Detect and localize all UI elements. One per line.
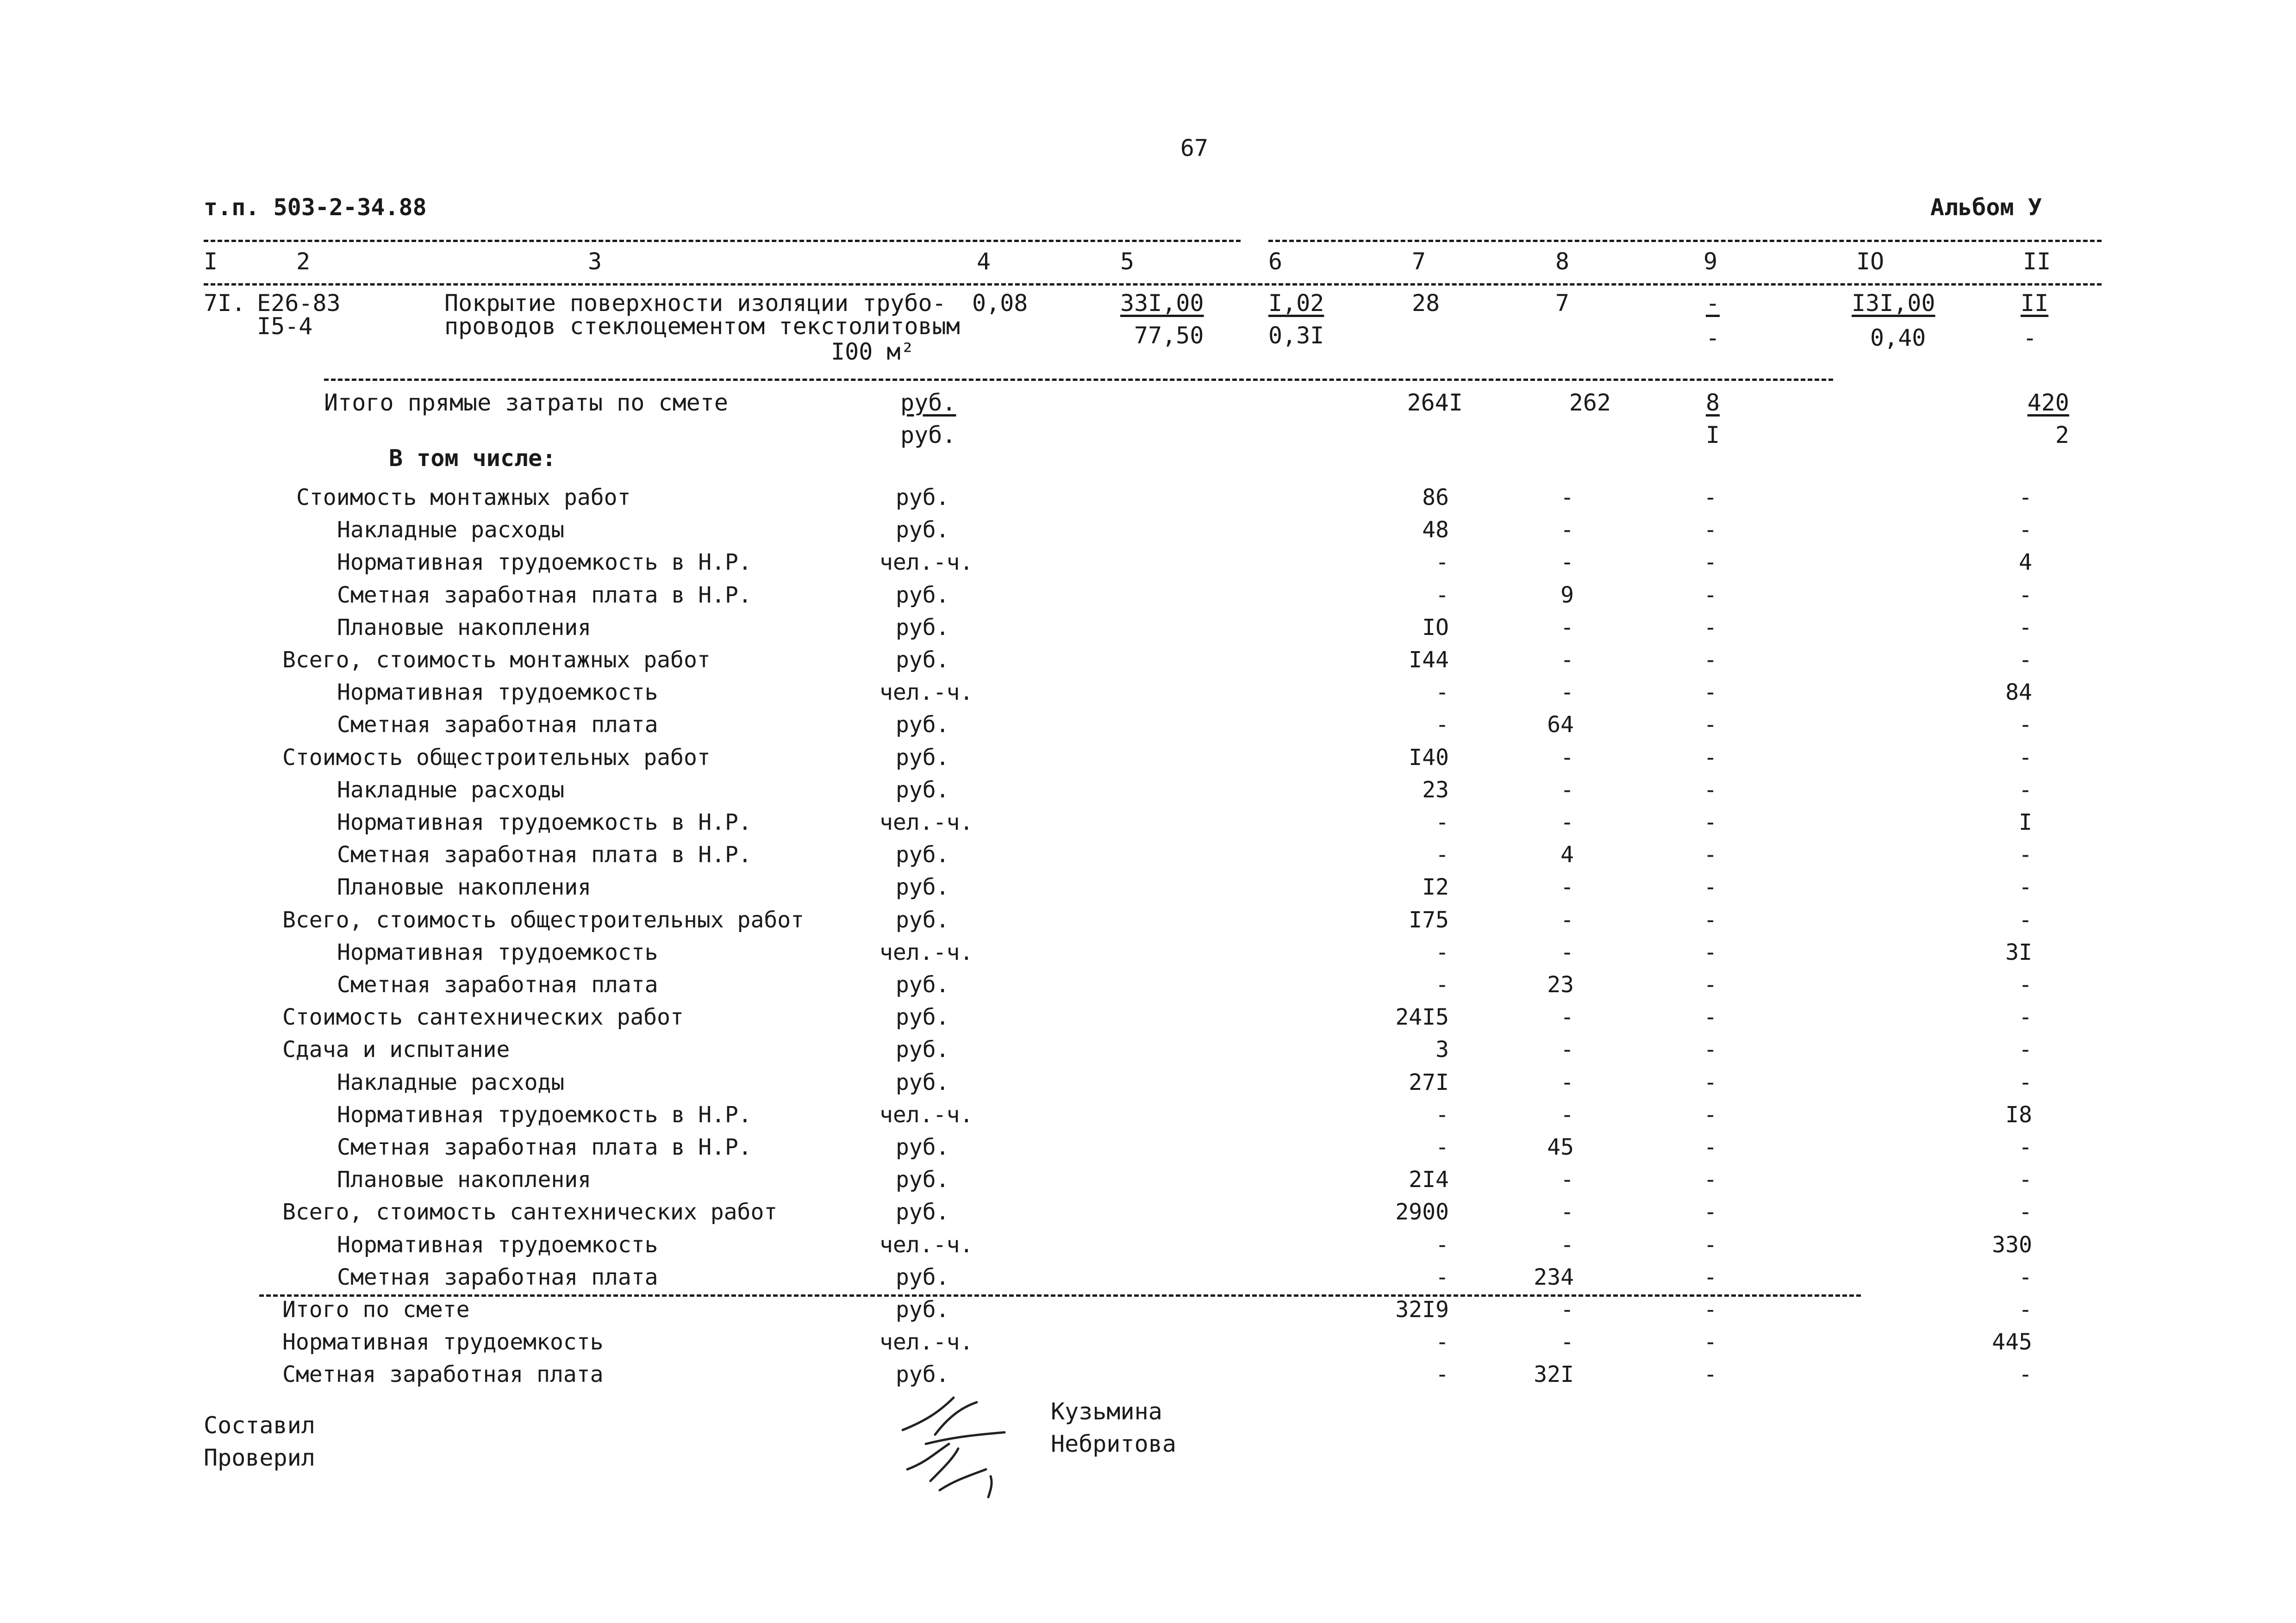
col-header-4: 4 <box>977 248 991 275</box>
row-label: Плановые накопления <box>337 1167 592 1193</box>
row-col11: - <box>2019 485 2032 510</box>
row-unit: руб. <box>896 1070 949 1095</box>
row-col7: - <box>1435 1329 1449 1355</box>
album-label: Альбом У <box>1930 194 2042 221</box>
row-unit: руб. <box>896 1004 949 1030</box>
row-col8: 45 <box>1547 1134 1574 1160</box>
row-col8: - <box>1560 1199 1574 1225</box>
col-header-11: II <box>2023 248 2051 275</box>
row-unit: чел.-ч. <box>880 549 973 575</box>
item-code-line1: Е26-83 <box>257 290 341 317</box>
row-label: Стоимость общестроительных работ <box>282 745 711 771</box>
row-col11: I <box>2019 809 2032 835</box>
row-col8: - <box>1560 1232 1574 1258</box>
header-bottom-rule <box>204 283 2102 286</box>
row-col7: IO <box>1422 615 1449 640</box>
row-label: Нормативная трудоемкость в Н.Р. <box>337 549 752 575</box>
direct-cost-unit1: руб. <box>900 389 956 416</box>
row-label: Нормативная трудоемкость <box>282 1329 604 1355</box>
row-label: Всего, стоимость сантехнических работ <box>282 1199 778 1225</box>
row-col8: - <box>1560 679 1574 705</box>
col-header-3: 3 <box>588 248 602 275</box>
row-col11: 4 <box>2019 549 2032 575</box>
row-col11: 3I <box>2005 939 2032 965</box>
row-col7: - <box>1435 582 1449 608</box>
row-col11: - <box>2019 582 2032 608</box>
row-col11: 330 <box>1992 1232 2032 1258</box>
row-col8: - <box>1560 1167 1574 1193</box>
row-label: Накладные расходы <box>337 777 565 803</box>
row-col7: - <box>1435 1264 1449 1290</box>
row-unit: руб. <box>896 712 949 738</box>
row-col7: - <box>1435 1232 1449 1258</box>
item-unit-price-total: 33I,00 <box>1120 290 1204 317</box>
row-col11: - <box>2019 907 2032 933</box>
row-col7: I75 <box>1409 907 1449 933</box>
row-col8: 32I <box>1534 1362 1574 1387</box>
item-col6-bottom: 0,3I <box>1268 322 1324 349</box>
row-col9: - <box>1703 842 1717 868</box>
row-col9: - <box>1703 1329 1717 1355</box>
row-col9: - <box>1703 549 1717 575</box>
row-col7: 2900 <box>1395 1199 1449 1225</box>
row-col9: - <box>1703 1037 1717 1063</box>
row-col8: - <box>1560 647 1574 673</box>
row-col9: - <box>1703 972 1717 998</box>
row-unit: руб. <box>896 1199 949 1225</box>
row-col8: 234 <box>1534 1264 1574 1290</box>
row-label: Сметная заработная плата в Н.Р. <box>337 842 752 868</box>
row-label: Нормативная трудоемкость в Н.Р. <box>337 1102 752 1128</box>
row-unit: руб. <box>896 972 949 998</box>
row-label: Накладные расходы <box>337 517 565 543</box>
row-col9: - <box>1703 712 1717 738</box>
row-col8: 9 <box>1560 582 1574 608</box>
row-col11: 445 <box>1992 1329 2032 1355</box>
col-header-7: 7 <box>1412 248 1426 275</box>
row-label: Нормативная трудоемкость <box>337 679 658 705</box>
row-col8: 23 <box>1547 972 1574 998</box>
row-col8: - <box>1560 549 1574 575</box>
row-col9: - <box>1703 939 1717 965</box>
row-unit: руб. <box>896 1037 949 1063</box>
row-col8: - <box>1560 874 1574 900</box>
row-col7: - <box>1435 679 1449 705</box>
signature-scribble <box>898 1388 1018 1499</box>
row-col11: 84 <box>2005 679 2032 705</box>
row-col7: - <box>1435 1362 1449 1387</box>
row-label: Плановые накопления <box>337 874 592 900</box>
row-col8: - <box>1560 745 1574 771</box>
row-col7: 24I5 <box>1395 1004 1449 1030</box>
row-unit: руб. <box>896 647 949 673</box>
row-col9: - <box>1703 1134 1717 1160</box>
row-col9: - <box>1703 1004 1717 1030</box>
item-col11-top: II <box>2021 290 2049 317</box>
direct-cost-unit2: руб. <box>900 422 956 448</box>
row-unit: чел.-ч. <box>880 1329 973 1355</box>
row-col7: I44 <box>1409 647 1449 673</box>
row-unit: чел.-ч. <box>880 679 973 705</box>
row-col11: - <box>2019 1362 2032 1387</box>
document-code: т.п. 503-2-34.88 <box>204 194 427 221</box>
row-col11: - <box>2019 1037 2032 1063</box>
row-col8: - <box>1560 1297 1574 1323</box>
row-col8: - <box>1560 485 1574 510</box>
row-col11: - <box>2019 647 2032 673</box>
row-label: Нормативная трудоемкость <box>337 1232 658 1258</box>
row-col9: - <box>1703 517 1717 543</box>
row-col9: - <box>1703 1199 1717 1225</box>
row-col8: - <box>1560 517 1574 543</box>
row-col9: - <box>1703 745 1717 771</box>
row-col7: - <box>1435 939 1449 965</box>
col-header-8: 8 <box>1555 248 1570 275</box>
row-col9: - <box>1703 907 1717 933</box>
row-col8: - <box>1560 1329 1574 1355</box>
row-label: Всего, стоимость общестроительных работ <box>282 907 805 933</box>
item-col6-top: I,02 <box>1268 290 1324 317</box>
row-col8: - <box>1560 1070 1574 1095</box>
row-label: Плановые накопления <box>337 615 592 640</box>
item-separator-rule <box>324 379 1833 381</box>
row-unit: руб. <box>896 1264 949 1290</box>
item-col9-bottom: - <box>1705 324 1720 351</box>
row-col8: - <box>1560 809 1574 835</box>
row-col7: 27I <box>1409 1070 1449 1095</box>
summary-separator-rule <box>259 1294 1861 1297</box>
row-col11: - <box>2019 1264 2032 1290</box>
row-unit: руб. <box>896 1297 949 1323</box>
row-col8: - <box>1560 1037 1574 1063</box>
row-col8: - <box>1560 615 1574 640</box>
item-col10-top: I3I,00 <box>1852 290 1935 317</box>
row-label: Сметная заработная плата в Н.Р. <box>337 582 752 608</box>
row-col11: - <box>2019 517 2032 543</box>
row-col11: - <box>2019 745 2032 771</box>
row-col7: I40 <box>1409 745 1449 771</box>
row-col9: - <box>1703 1167 1717 1193</box>
row-col7: - <box>1435 712 1449 738</box>
row-col8: - <box>1560 939 1574 965</box>
item-col10-bottom: 0,40 <box>1870 324 1926 351</box>
row-col11: I8 <box>2005 1102 2032 1128</box>
item-description-line2: проводов стеклоцементом текстолитовым <box>444 313 960 340</box>
row-col7: 48 <box>1422 517 1449 543</box>
row-label: Сметная заработная плата <box>337 712 658 738</box>
row-col8: - <box>1560 1102 1574 1128</box>
row-col11: - <box>2019 1134 2032 1160</box>
row-label: Всего, стоимость монтажных работ <box>282 647 711 673</box>
row-col9: - <box>1703 1362 1717 1387</box>
row-col7: 2I4 <box>1409 1167 1449 1193</box>
row-label: Накладные расходы <box>337 1070 565 1095</box>
row-col11: - <box>2019 1199 2032 1225</box>
col-header-10: IO <box>1856 248 1884 275</box>
col-header-9: 9 <box>1703 248 1718 275</box>
page-number: 67 <box>1180 135 1209 162</box>
row-col7: - <box>1435 549 1449 575</box>
including-label: В том числе: <box>389 445 556 472</box>
row-label: Сметная заработная плата в Н.Р. <box>337 1134 752 1160</box>
item-col8: 7 <box>1555 290 1570 317</box>
header-top-rule-left <box>204 240 1241 242</box>
row-col11: - <box>2019 777 2032 803</box>
col-header-2: 2 <box>296 248 311 275</box>
row-col7: 32I9 <box>1395 1297 1449 1323</box>
row-label: Сметная заработная плата <box>337 1264 658 1290</box>
row-col11: - <box>2019 972 2032 998</box>
row-col11: - <box>2019 874 2032 900</box>
direct-cost-col8: 262 <box>1569 389 1611 416</box>
row-unit: чел.-ч. <box>880 1232 973 1258</box>
row-col7: 3 <box>1435 1037 1449 1063</box>
row-col9: - <box>1703 1102 1717 1128</box>
col-header-1: I <box>204 248 218 275</box>
item-code-line2: I5-4 <box>257 313 313 340</box>
row-col7: - <box>1435 1102 1449 1128</box>
row-unit: руб. <box>896 907 949 933</box>
item-quantity: 0,08 <box>972 290 1028 317</box>
item-unit: I00 м² <box>831 338 915 365</box>
row-label: Стоимость монтажных работ <box>296 485 631 510</box>
row-col9: - <box>1703 1297 1717 1323</box>
row-col7: - <box>1435 809 1449 835</box>
row-col11: - <box>2019 1297 2032 1323</box>
row-unit: руб. <box>896 1362 949 1387</box>
direct-cost-col11-bottom: 2 <box>2055 422 2069 448</box>
row-col7: 86 <box>1422 485 1449 510</box>
item-description-line1: Покрытие поверхности изоляции трубо- <box>444 290 946 317</box>
direct-cost-col9-bottom: I <box>1705 422 1720 448</box>
direct-cost-col9-top: 8 <box>1705 389 1720 416</box>
composed-by-label: Составил <box>204 1412 315 1439</box>
row-unit: руб. <box>896 874 949 900</box>
row-label: Итого по смете <box>282 1297 470 1323</box>
item-col11-bottom: - <box>2022 324 2037 351</box>
row-label: Сдача и испытание <box>282 1037 510 1063</box>
row-col8: - <box>1560 1004 1574 1030</box>
row-col11: - <box>2019 615 2032 640</box>
row-col11: - <box>2019 1167 2032 1193</box>
row-col11: - <box>2019 712 2032 738</box>
direct-cost-label: Итого прямые затраты по смете <box>324 389 728 416</box>
row-col7: - <box>1435 1134 1449 1160</box>
checked-by-label: Проверил <box>204 1444 315 1471</box>
row-unit: руб. <box>896 745 949 771</box>
col-header-5: 5 <box>1120 248 1135 275</box>
item-col7: 28 <box>1412 290 1440 317</box>
row-col9: - <box>1703 777 1717 803</box>
row-col9: - <box>1703 1070 1717 1095</box>
row-col9: - <box>1703 582 1717 608</box>
row-col7: I2 <box>1422 874 1449 900</box>
row-unit: руб. <box>896 777 949 803</box>
row-col11: - <box>2019 1070 2032 1095</box>
row-col9: - <box>1703 679 1717 705</box>
row-col9: - <box>1703 1264 1717 1290</box>
row-col9: - <box>1703 485 1717 510</box>
row-unit: руб. <box>896 485 949 510</box>
row-col7: - <box>1435 842 1449 868</box>
row-label: Сметная заработная плата <box>282 1362 604 1387</box>
row-col8: 64 <box>1547 712 1574 738</box>
row-unit: руб. <box>896 615 949 640</box>
row-unit: руб. <box>896 517 949 543</box>
checked-by-name: Небритова <box>1051 1430 1176 1457</box>
row-col11: - <box>2019 842 2032 868</box>
row-col9: - <box>1703 647 1717 673</box>
row-col9: - <box>1703 1232 1717 1258</box>
composed-by-name: Кузьмина <box>1051 1398 1162 1425</box>
item-unit-price-wages: 77,50 <box>1134 322 1204 349</box>
row-unit: руб. <box>896 582 949 608</box>
row-unit: руб. <box>896 1167 949 1193</box>
row-col9: - <box>1703 874 1717 900</box>
col-header-6: 6 <box>1268 248 1283 275</box>
row-unit: чел.-ч. <box>880 1102 973 1128</box>
row-col8: 4 <box>1560 842 1574 868</box>
row-unit: руб. <box>896 1134 949 1160</box>
direct-cost-col7: 264I <box>1407 389 1463 416</box>
row-col7: - <box>1435 972 1449 998</box>
item-col9-top: - <box>1705 290 1720 317</box>
direct-cost-col11-top: 420 <box>2027 389 2069 416</box>
row-col11: - <box>2019 1004 2032 1030</box>
row-col8: - <box>1560 907 1574 933</box>
header-top-rule-right <box>1268 240 2102 242</box>
row-col8: - <box>1560 777 1574 803</box>
row-unit: чел.-ч. <box>880 809 973 835</box>
row-label: Стоимость сантехнических работ <box>282 1004 684 1030</box>
row-label: Нормативная трудоемкость <box>337 939 658 965</box>
row-label: Сметная заработная плата <box>337 972 658 998</box>
row-unit: чел.-ч. <box>880 939 973 965</box>
row-label: Нормативная трудоемкость в Н.Р. <box>337 809 752 835</box>
item-number: 7I. <box>204 290 246 317</box>
row-unit: руб. <box>896 842 949 868</box>
row-col7: 23 <box>1422 777 1449 803</box>
row-col9: - <box>1703 809 1717 835</box>
row-col9: - <box>1703 615 1717 640</box>
